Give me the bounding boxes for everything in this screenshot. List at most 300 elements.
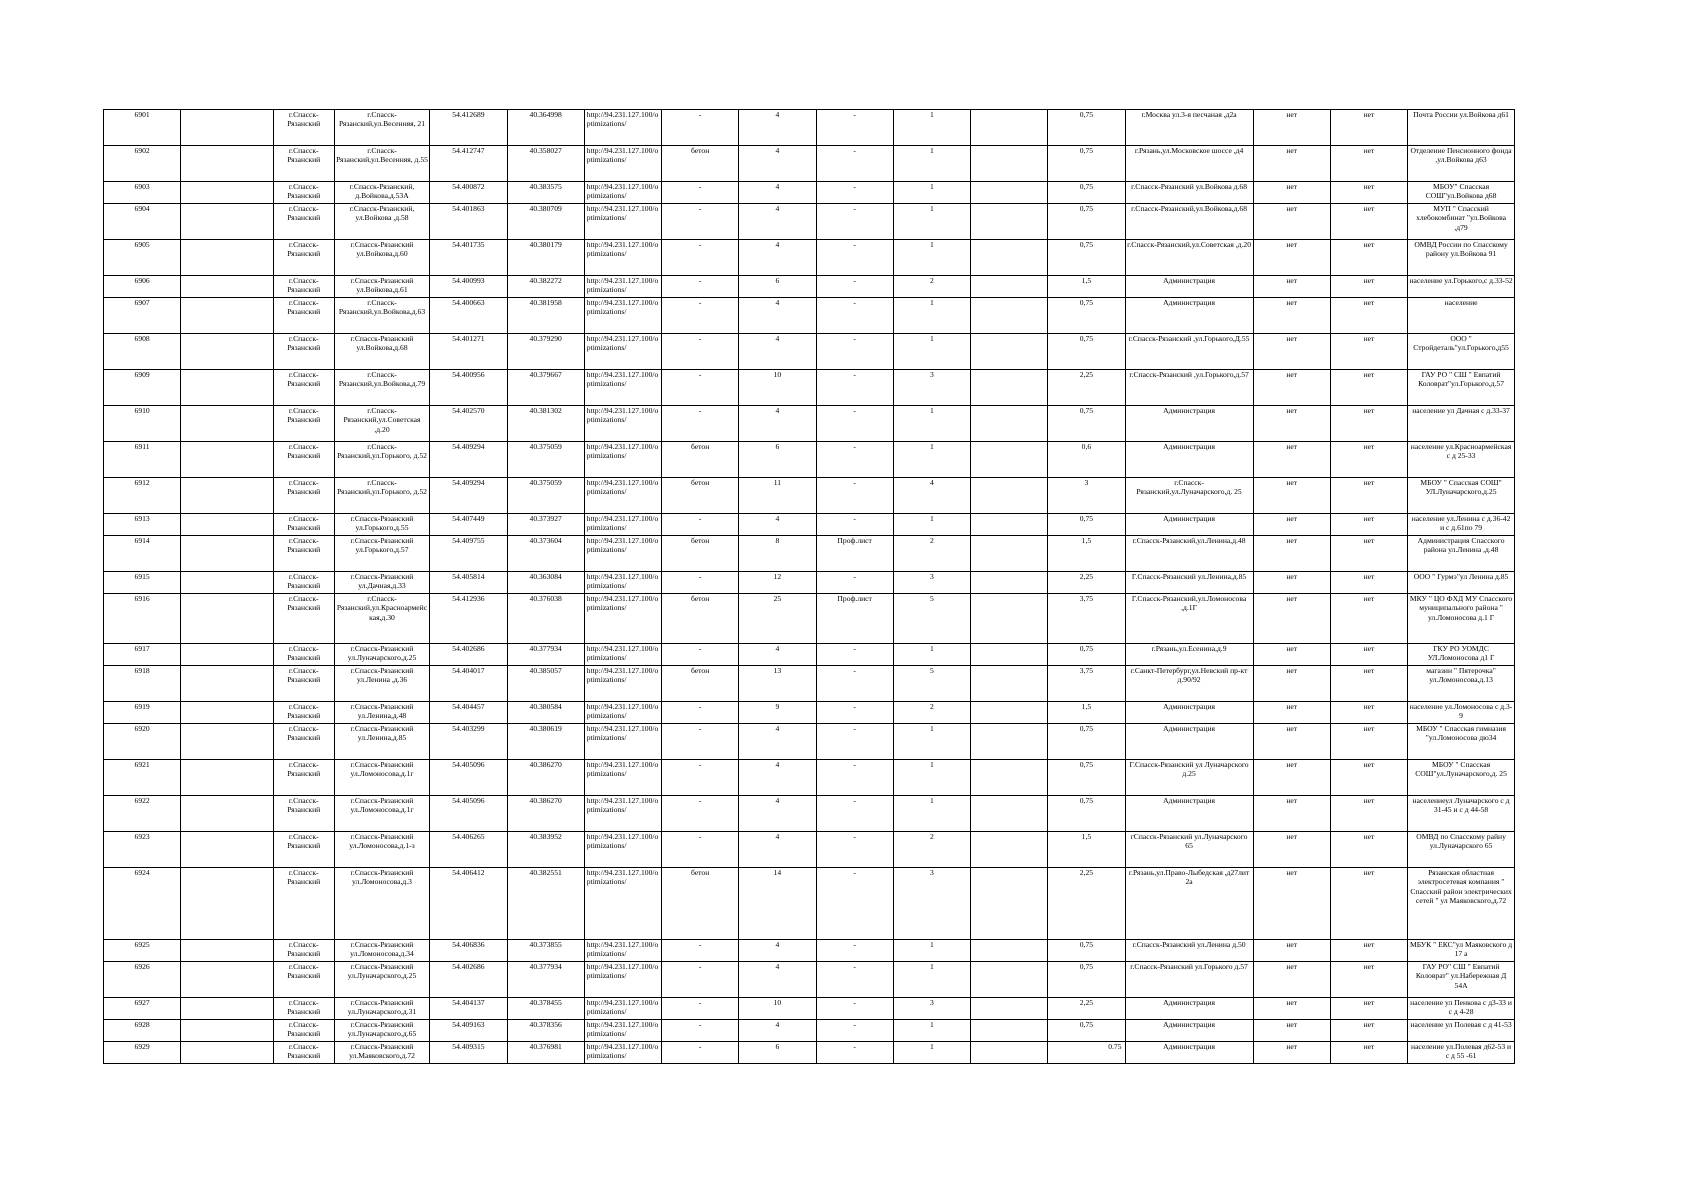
waste-source-cell: МБУК " ЕКС"ул Маяковского д 17 а (1408, 940, 1515, 962)
city-cell: г.Спасск-Рязанский (273, 276, 334, 298)
empty-cell (181, 298, 274, 334)
flag-cell-2: нет (1330, 1020, 1407, 1042)
flag-cell-1: нет (1253, 962, 1330, 998)
empty-cell (181, 724, 274, 760)
map-link-cell: http://94.231.127.100/optimizations/ (584, 334, 661, 370)
owner-cell: Администрация (1125, 702, 1253, 724)
fence-cell: - (816, 370, 893, 406)
table-row (104, 110, 1515, 146)
empty-cell (971, 962, 1048, 998)
flag-cell-2: нет (1330, 962, 1407, 998)
volume-cell: 0,75 (1048, 146, 1125, 182)
owner-cell: г.Рязань,ул.Московское шоссе ,д4 (1125, 146, 1253, 182)
empty-cell (181, 514, 274, 536)
table-row (104, 666, 1515, 702)
container-count-cell: 1 (893, 514, 970, 536)
latitude-cell: 54.402570 (430, 406, 507, 442)
address-cell: г.Спасск-Рязанский,ул.Горького, д.52 (334, 442, 430, 478)
map-link-cell: http://94.231.127.100/optimizations/ (584, 702, 661, 724)
address-cell: г.Спасск-Рязанский,ул.Советская ,д.20 (334, 406, 430, 442)
empty-cell (181, 370, 274, 406)
flag-cell-1: нет (1253, 1042, 1330, 1064)
fence-cell: - (816, 724, 893, 760)
area-cell: 4 (739, 204, 816, 240)
empty-cell (971, 442, 1048, 478)
longitude-cell: 40.379667 (507, 370, 584, 406)
container-count-cell: 1 (893, 760, 970, 796)
flag-cell-2: нет (1330, 406, 1407, 442)
table-row (104, 536, 1515, 572)
flag-cell-1: нет (1253, 536, 1330, 572)
volume-cell: 0,75 (1048, 182, 1125, 204)
owner-cell: Г.Спасск-Рязанский,ул.Ломоносова ,д.1Г (1125, 594, 1253, 644)
row-number: 6913 (104, 514, 181, 536)
row-number: 6914 (104, 536, 181, 572)
waste-source-cell: МБОУ" Спасская СОШ"ул.Войкова д68 (1408, 182, 1515, 204)
latitude-cell: 54.404137 (430, 998, 507, 1020)
fence-cell: - (816, 962, 893, 998)
empty-cell (181, 442, 274, 478)
empty-cell (181, 940, 274, 962)
area-cell: 13 (739, 666, 816, 702)
row-number: 6915 (104, 572, 181, 594)
empty-cell (971, 796, 1048, 832)
container-count-cell: 1 (893, 442, 970, 478)
flag-cell-1: нет (1253, 702, 1330, 724)
volume-cell: 0,75 (1048, 940, 1125, 962)
city-cell: г.Спасск-Рязанский (273, 370, 334, 406)
map-link-cell: http://94.231.127.100/optimizations/ (584, 298, 661, 334)
address-cell: г.Спасск-Рязанский ул.Войкова,д.61 (334, 276, 430, 298)
map-link-cell: http://94.231.127.100/optimizations/ (584, 760, 661, 796)
table-row (104, 146, 1515, 182)
row-number: 6904 (104, 204, 181, 240)
fence-cell: - (816, 276, 893, 298)
latitude-cell: 54.400872 (430, 182, 507, 204)
flag-cell-2: нет (1330, 478, 1407, 514)
container-count-cell: 1 (893, 1020, 970, 1042)
longitude-cell: 40.382551 (507, 868, 584, 940)
surface-cell: - (662, 182, 739, 204)
surface-cell: - (662, 334, 739, 370)
city-cell: г.Спасск-Рязанский (273, 644, 334, 666)
empty-cell (971, 146, 1048, 182)
owner-cell: г.Спасск-Рязанский ,ул.Горького,Д.55 (1125, 334, 1253, 370)
table-row (104, 832, 1515, 868)
latitude-cell: 54.404457 (430, 702, 507, 724)
longitude-cell: 40.380179 (507, 240, 584, 276)
row-number: 6909 (104, 370, 181, 406)
flag-cell-2: нет (1330, 594, 1407, 644)
latitude-cell: 54.412747 (430, 146, 507, 182)
map-link-cell: http://94.231.127.100/optimizations/ (584, 370, 661, 406)
container-count-cell: 1 (893, 204, 970, 240)
waste-source-cell: ГАУ РО " СШ " Евпатий Коловрат"ул.Горького,д.57 (1408, 370, 1515, 406)
map-link-cell: http://94.231.127.100/optimizations/ (584, 478, 661, 514)
container-count-cell: 1 (893, 334, 970, 370)
fence-cell: - (816, 298, 893, 334)
empty-cell (181, 998, 274, 1020)
container-count-cell: 3 (893, 572, 970, 594)
volume-cell: 0,75 (1048, 724, 1125, 760)
empty-cell (971, 298, 1048, 334)
volume-cell: 1,5 (1048, 536, 1125, 572)
surface-cell: бетон (662, 666, 739, 702)
empty-cell (181, 204, 274, 240)
flag-cell-2: нет (1330, 370, 1407, 406)
city-cell: г.Спасск-Рязанский (273, 182, 334, 204)
waste-source-cell: население ул.Горького,с д.33-52 (1408, 276, 1515, 298)
volume-cell: 2,25 (1048, 998, 1125, 1020)
owner-cell: г.Спасск-Рязанский,ул.Луначарского,д. 25 (1125, 478, 1253, 514)
surface-cell: - (662, 406, 739, 442)
address-cell: г.Спасск-Рязанский ул.Маяковского,д.72 (334, 1042, 430, 1064)
city-cell: г.Спасск-Рязанский (273, 594, 334, 644)
longitude-cell: 40.383952 (507, 832, 584, 868)
flag-cell-1: нет (1253, 146, 1330, 182)
address-cell: г.Спасск-Рязанский ул.Войкова,д.68 (334, 334, 430, 370)
address-cell: г.Спасск-Рязанский ул.Ломоносова,д.1г (334, 796, 430, 832)
flag-cell-1: нет (1253, 204, 1330, 240)
fence-cell: - (816, 760, 893, 796)
fence-cell: - (816, 478, 893, 514)
fence-cell: - (816, 832, 893, 868)
flag-cell-2: нет (1330, 1042, 1407, 1064)
table-row (104, 204, 1515, 240)
waste-source-cell: ОМВД России по Спасскому району ул.Войкова 91 (1408, 240, 1515, 276)
owner-cell: г.Москва ул.3-я песчаная ,д2а (1125, 110, 1253, 146)
fence-cell: - (816, 1020, 893, 1042)
area-cell: 10 (739, 998, 816, 1020)
container-count-cell: 1 (893, 724, 970, 760)
row-number: 6926 (104, 962, 181, 998)
area-cell: 4 (739, 146, 816, 182)
row-number: 6928 (104, 1020, 181, 1042)
table-row (104, 594, 1515, 644)
flag-cell-1: нет (1253, 796, 1330, 832)
container-count-cell: 5 (893, 594, 970, 644)
city-cell: г.Спасск-Рязанский (273, 536, 334, 572)
city-cell: г.Спасск-Рязанский (273, 406, 334, 442)
map-link-cell: http://94.231.127.100/optimizations/ (584, 868, 661, 940)
waste-source-cell: население ул.Красноармейская с д 25-33 (1408, 442, 1515, 478)
flag-cell-1: нет (1253, 666, 1330, 702)
longitude-cell: 40.364998 (507, 110, 584, 146)
flag-cell-2: нет (1330, 298, 1407, 334)
fence-cell: - (816, 146, 893, 182)
table-row (104, 298, 1515, 334)
surface-cell: - (662, 1042, 739, 1064)
flag-cell-1: нет (1253, 1020, 1330, 1042)
owner-cell: Администрация (1125, 1020, 1253, 1042)
empty-cell (181, 594, 274, 644)
owner-cell: г.Спасск-Рязанский,ул.Ленина,д.48 (1125, 536, 1253, 572)
fence-cell: - (816, 868, 893, 940)
surface-cell: - (662, 796, 739, 832)
longitude-cell: 40.377934 (507, 962, 584, 998)
surface-cell: - (662, 240, 739, 276)
address-cell: г.Спасск-Рязанский,ул.Войкова,д.63 (334, 298, 430, 334)
map-link-cell: http://94.231.127.100/optimizations/ (584, 962, 661, 998)
address-cell: г.Спасск-Рязанский ул.Войкова,д.60 (334, 240, 430, 276)
area-cell: 4 (739, 962, 816, 998)
empty-cell (181, 182, 274, 204)
waste-source-cell: МУП " Спасский хлебокомбинат "ул.Войкова ,д79 (1408, 204, 1515, 240)
table-row (104, 370, 1515, 406)
empty-cell (971, 334, 1048, 370)
flag-cell-1: нет (1253, 998, 1330, 1020)
latitude-cell: 54.400993 (430, 276, 507, 298)
latitude-cell: 54.406412 (430, 868, 507, 940)
waste-source-cell: население (1408, 298, 1515, 334)
surface-cell: - (662, 572, 739, 594)
table-row (104, 406, 1515, 442)
flag-cell-1: нет (1253, 334, 1330, 370)
row-number: 6903 (104, 182, 181, 204)
empty-cell (971, 760, 1048, 796)
empty-cell (971, 666, 1048, 702)
flag-cell-1: нет (1253, 868, 1330, 940)
empty-cell (181, 702, 274, 724)
empty-cell (181, 1020, 274, 1042)
table-row (104, 182, 1515, 204)
flag-cell-1: нет (1253, 110, 1330, 146)
volume-cell: 3 (1048, 478, 1125, 514)
map-link-cell: http://94.231.127.100/optimizations/ (584, 1020, 661, 1042)
volume-cell: 0,75 (1048, 334, 1125, 370)
longitude-cell: 40.385057 (507, 666, 584, 702)
volume-cell: 0,75 (1048, 298, 1125, 334)
city-cell: г.Спасск-Рязанский (273, 760, 334, 796)
volume-cell: 3,75 (1048, 666, 1125, 702)
longitude-cell: 40.376981 (507, 1042, 584, 1064)
longitude-cell: 40.376038 (507, 594, 584, 644)
volume-cell: 1,5 (1048, 702, 1125, 724)
city-cell: г.Спасск-Рязанский (273, 1042, 334, 1064)
map-link-cell: http://94.231.127.100/optimizations/ (584, 832, 661, 868)
fence-cell: - (816, 334, 893, 370)
waste-source-cell: магазин " Пятерочка" ул.Ломоносова,д.13 (1408, 666, 1515, 702)
flag-cell-2: нет (1330, 760, 1407, 796)
empty-cell (971, 240, 1048, 276)
longitude-cell: 40.379290 (507, 334, 584, 370)
area-cell: 4 (739, 724, 816, 760)
latitude-cell: 54.407449 (430, 514, 507, 536)
flag-cell-2: нет (1330, 868, 1407, 940)
fence-cell: - (816, 514, 893, 536)
empty-cell (181, 110, 274, 146)
address-cell: г.Спасск-Рязанский ул.Ломоносова,д.3 (334, 868, 430, 940)
fence-cell: Проф.лист (816, 536, 893, 572)
container-count-cell: 3 (893, 998, 970, 1020)
volume-cell: 0,75 (1048, 240, 1125, 276)
map-link-cell: http://94.231.127.100/optimizations/ (584, 594, 661, 644)
row-number: 6919 (104, 702, 181, 724)
longitude-cell: 40.378455 (507, 998, 584, 1020)
volume-cell: 0,75 (1048, 406, 1125, 442)
owner-cell: Г.Спасск-Рязанский ул Луначарского д.25 (1125, 760, 1253, 796)
area-cell: 11 (739, 478, 816, 514)
volume-cell: 2,25 (1048, 868, 1125, 940)
volume-cell: 0,75 (1048, 796, 1125, 832)
empty-cell (181, 644, 274, 666)
flag-cell-1: нет (1253, 406, 1330, 442)
empty-cell (971, 572, 1048, 594)
city-cell: г.Спасск-Рязанский (273, 998, 334, 1020)
latitude-cell: 54.401863 (430, 204, 507, 240)
volume-cell: 1,5 (1048, 832, 1125, 868)
volume-cell: 0,75 (1048, 110, 1125, 146)
volume-cell: 1,5 (1048, 276, 1125, 298)
row-number: 6918 (104, 666, 181, 702)
flag-cell-1: нет (1253, 298, 1330, 334)
row-number: 6906 (104, 276, 181, 298)
table-row (104, 644, 1515, 666)
area-cell: 9 (739, 702, 816, 724)
address-cell: г.Спасск-Рязанский ул.Ломоносова,д.34 (334, 940, 430, 962)
area-cell: 6 (739, 1042, 816, 1064)
table-row (104, 724, 1515, 760)
map-link-cell: http://94.231.127.100/optimizations/ (584, 110, 661, 146)
city-cell: г.Спасск-Рязанский (273, 832, 334, 868)
map-link-cell: http://94.231.127.100/optimizations/ (584, 644, 661, 666)
empty-cell (181, 1042, 274, 1064)
registry-table-body (104, 110, 1515, 1064)
map-link-cell: http://94.231.127.100/optimizations/ (584, 1042, 661, 1064)
flag-cell-2: нет (1330, 182, 1407, 204)
flag-cell-1: нет (1253, 240, 1330, 276)
surface-cell: бетон (662, 146, 739, 182)
table-row (104, 478, 1515, 514)
fence-cell: - (816, 110, 893, 146)
waste-source-cell: Отделение Пенсионного фонда ,ул.Войкова д63 (1408, 146, 1515, 182)
flag-cell-2: нет (1330, 204, 1407, 240)
flag-cell-2: нет (1330, 572, 1407, 594)
surface-cell: - (662, 998, 739, 1020)
empty-cell (181, 572, 274, 594)
area-cell: 10 (739, 370, 816, 406)
owner-cell: г.Спасск-Рязанский ул.Горького д.57 (1125, 962, 1253, 998)
longitude-cell: 40.381958 (507, 298, 584, 334)
empty-cell (181, 868, 274, 940)
flag-cell-2: нет (1330, 110, 1407, 146)
empty-cell (971, 514, 1048, 536)
empty-cell (971, 998, 1048, 1020)
row-number: 6916 (104, 594, 181, 644)
area-cell: 4 (739, 1020, 816, 1042)
surface-cell: бетон (662, 442, 739, 478)
empty-cell (181, 276, 274, 298)
longitude-cell: 40.383575 (507, 182, 584, 204)
owner-cell: Администрация (1125, 276, 1253, 298)
address-cell: г.Спасск-Рязанский ул.Горького,д.55 (334, 514, 430, 536)
flag-cell-2: нет (1330, 240, 1407, 276)
flag-cell-1: нет (1253, 594, 1330, 644)
fence-cell: - (816, 182, 893, 204)
row-number: 6923 (104, 832, 181, 868)
row-number: 6905 (104, 240, 181, 276)
address-cell: г.Спасск-Рязанский, ул.Войкова ,д.58 (334, 204, 430, 240)
city-cell: г.Спасск-Рязанский (273, 442, 334, 478)
owner-cell: Г.Спасск-Рязанский ул.Ленина,д.85 (1125, 572, 1253, 594)
city-cell: г.Спасск-Рязанский (273, 1020, 334, 1042)
volume-cell: 0,75 (1048, 204, 1125, 240)
volume-cell: 0,75 (1048, 514, 1125, 536)
volume-cell: 0.75 (1048, 1042, 1125, 1064)
latitude-cell: 54.401271 (430, 334, 507, 370)
empty-cell (181, 406, 274, 442)
fence-cell: - (816, 204, 893, 240)
address-cell: г.Спасск-Рязанский, д.Войкова,д.53А (334, 182, 430, 204)
address-cell: г.Спасск-Рязанский ул.Ломоносова,д.1г (334, 760, 430, 796)
flag-cell-1: нет (1253, 940, 1330, 962)
volume-cell: 0,75 (1048, 1020, 1125, 1042)
empty-cell (181, 760, 274, 796)
area-cell: 4 (739, 110, 816, 146)
container-count-cell: 1 (893, 796, 970, 832)
empty-cell (971, 536, 1048, 572)
area-cell: 4 (739, 760, 816, 796)
longitude-cell: 40.380619 (507, 724, 584, 760)
fence-cell: - (816, 940, 893, 962)
owner-cell: Администрация (1125, 442, 1253, 478)
row-number: 6922 (104, 796, 181, 832)
latitude-cell: 54.405096 (430, 760, 507, 796)
flag-cell-2: нет (1330, 276, 1407, 298)
row-number: 6910 (104, 406, 181, 442)
city-cell: г.Спасск-Рязанский (273, 962, 334, 998)
table-row (104, 702, 1515, 724)
area-cell: 6 (739, 442, 816, 478)
longitude-cell: 40.386270 (507, 760, 584, 796)
city-cell: г.Спасск-Рязанский (273, 724, 334, 760)
surface-cell: бетон (662, 536, 739, 572)
area-cell: 4 (739, 298, 816, 334)
map-link-cell: http://94.231.127.100/optimizations/ (584, 406, 661, 442)
area-cell: 4 (739, 832, 816, 868)
owner-cell: гСпасск-Рязанский ул.Луначарского 65 (1125, 832, 1253, 868)
city-cell: г.Спасск-Рязанский (273, 146, 334, 182)
map-link-cell: http://94.231.127.100/optimizations/ (584, 204, 661, 240)
fence-cell: Проф.лист (816, 594, 893, 644)
latitude-cell: 54.403299 (430, 724, 507, 760)
container-count-cell: 1 (893, 182, 970, 204)
fence-cell: - (816, 240, 893, 276)
volume-cell: 2,25 (1048, 572, 1125, 594)
map-link-cell: http://94.231.127.100/optimizations/ (584, 536, 661, 572)
latitude-cell: 54.406836 (430, 940, 507, 962)
surface-cell: - (662, 1020, 739, 1042)
row-number: 6929 (104, 1042, 181, 1064)
table-row (104, 998, 1515, 1020)
empty-cell (971, 940, 1048, 962)
address-cell: г.Спасск-Рязанский ул.Луначарского,д.31 (334, 998, 430, 1020)
table-row (104, 868, 1515, 940)
longitude-cell: 40.380584 (507, 702, 584, 724)
row-number: 6921 (104, 760, 181, 796)
map-link-cell: http://94.231.127.100/optimizations/ (584, 666, 661, 702)
fence-cell: - (816, 644, 893, 666)
volume-cell: 3,75 (1048, 594, 1125, 644)
waste-source-cell: население ул.Ломоносова с д.3-9 (1408, 702, 1515, 724)
latitude-cell: 54.405814 (430, 572, 507, 594)
city-cell: г.Спасск-Рязанский (273, 478, 334, 514)
longitude-cell: 40.382272 (507, 276, 584, 298)
flag-cell-2: нет (1330, 998, 1407, 1020)
area-cell: 6 (739, 276, 816, 298)
empty-cell (971, 1020, 1048, 1042)
city-cell: г.Спасск-Рязанский (273, 572, 334, 594)
